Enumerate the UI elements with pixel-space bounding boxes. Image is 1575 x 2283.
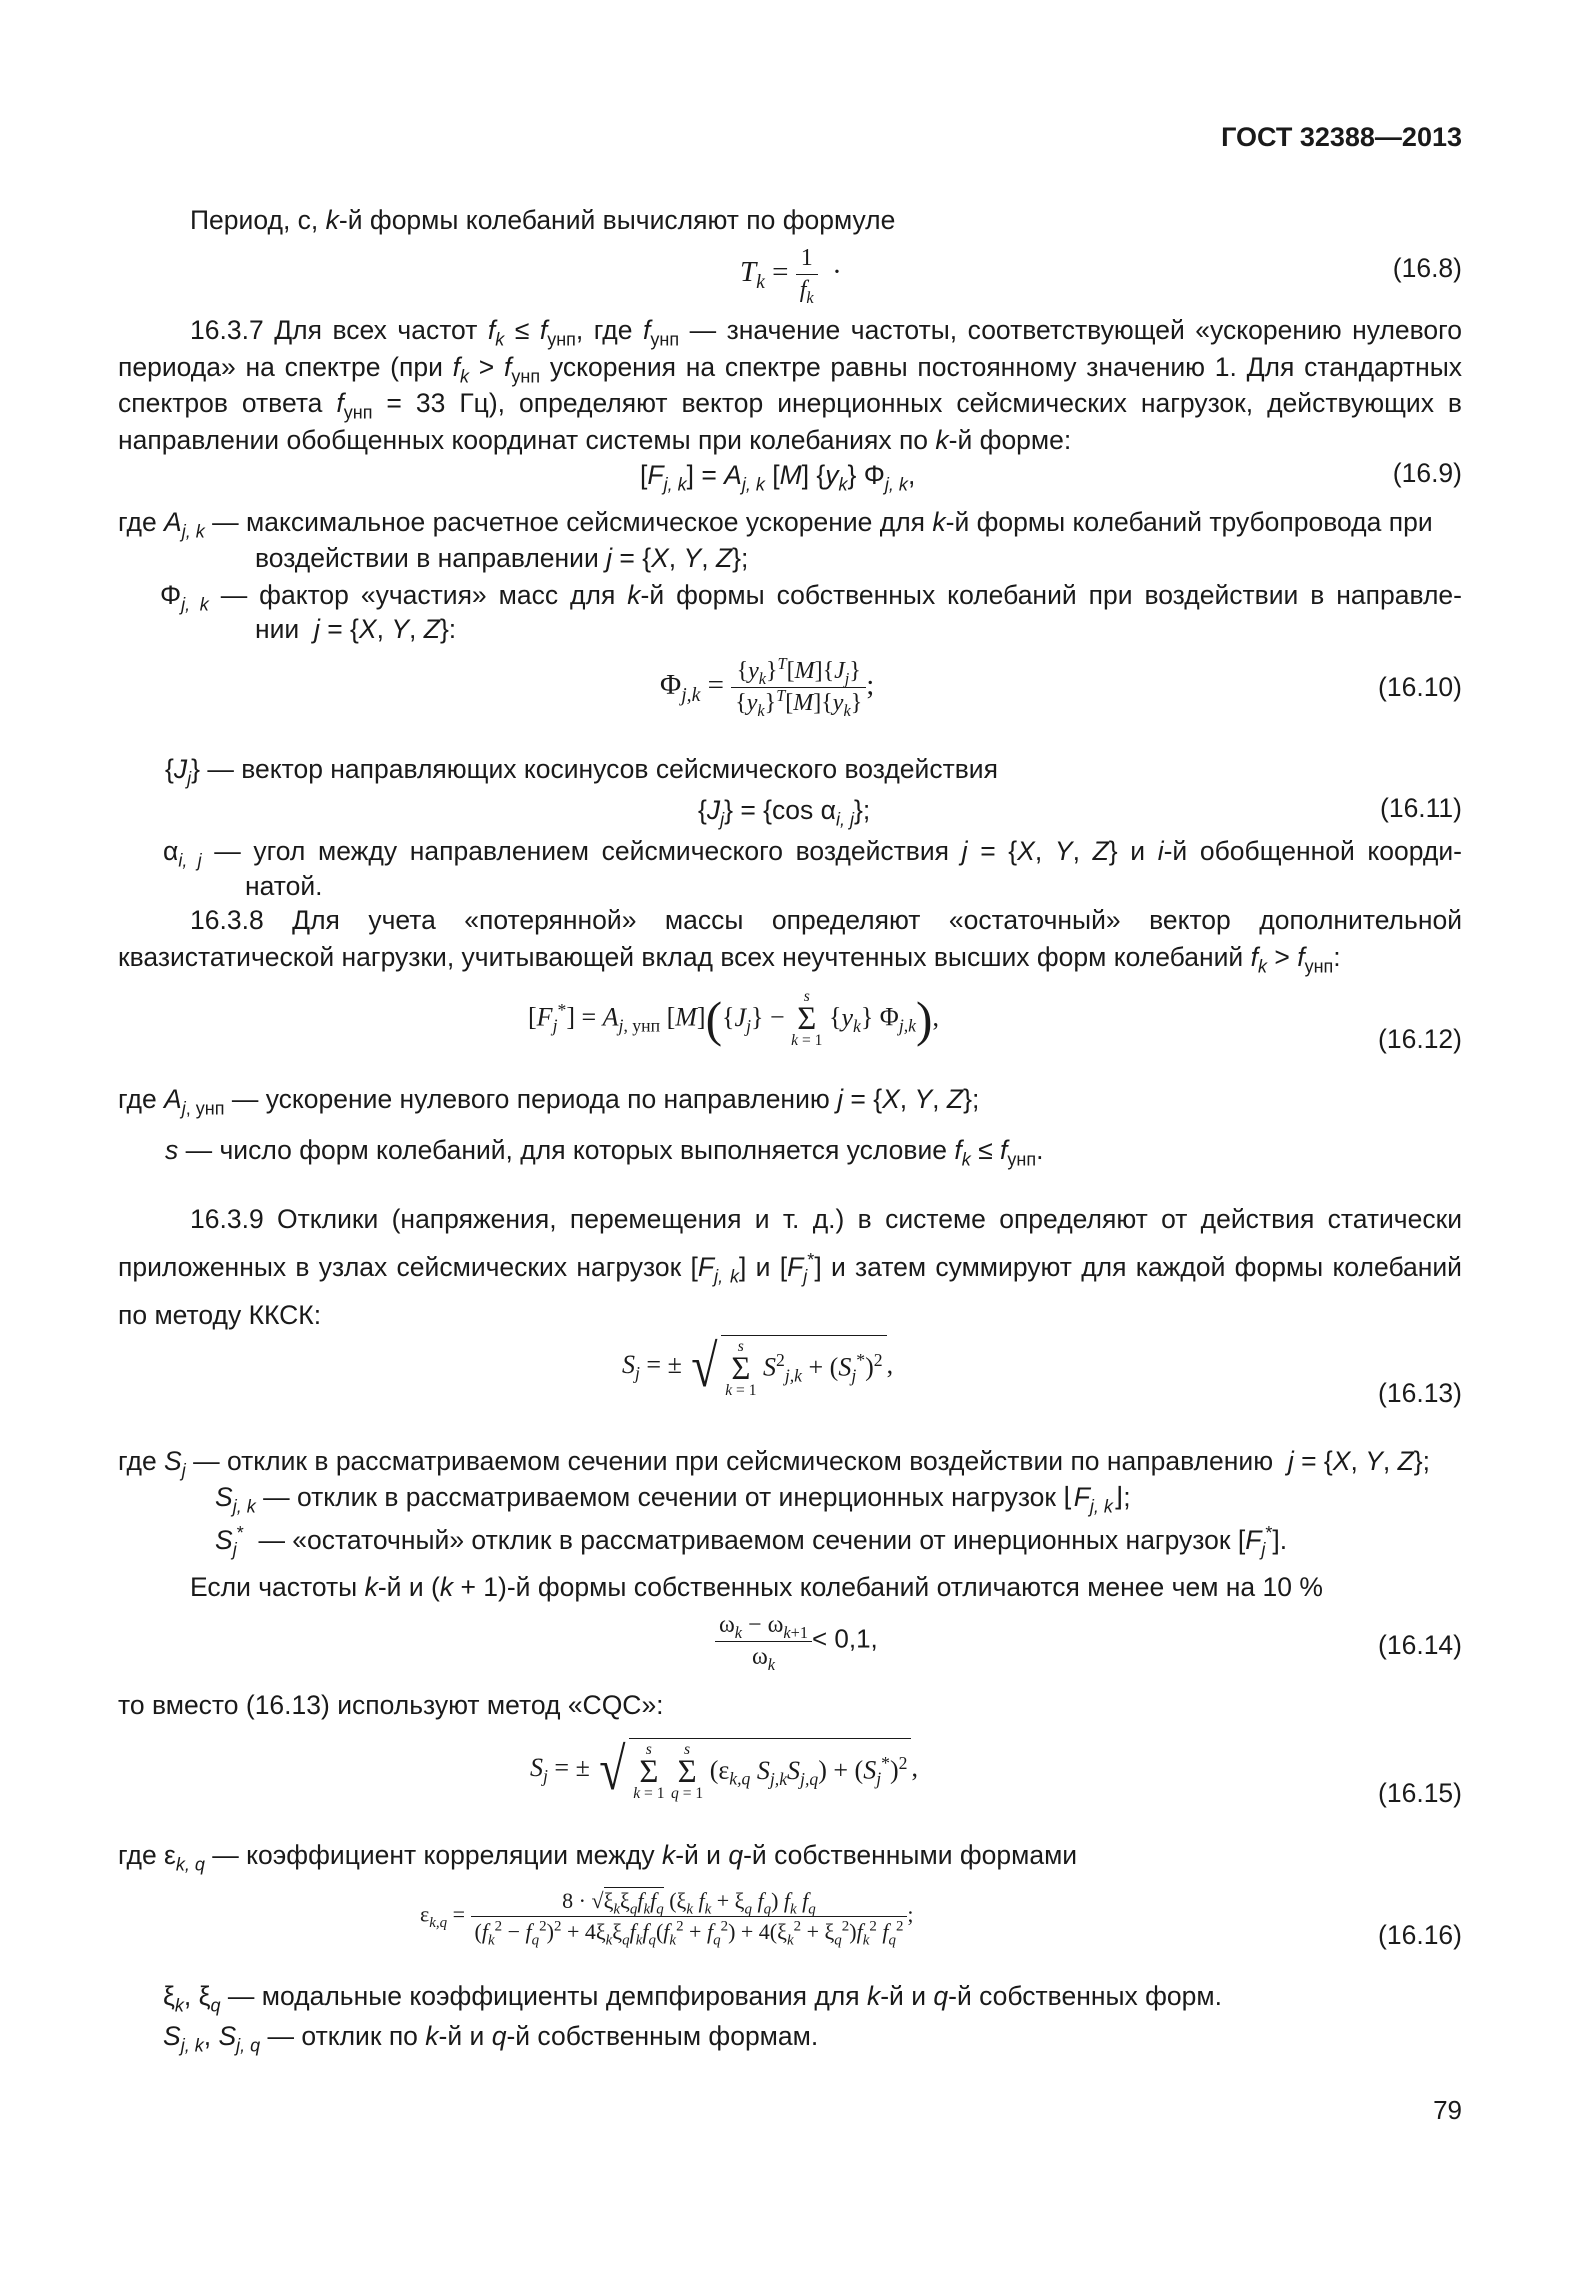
paragraph-16-3-8: 16.3.8 Для учета «потерянной» массы определяют «остаточный» вектор дополнительной квазистатической нагрузки, учитывающей вклад всех неучтенных высших форм колебаний $f_k > f_{унп}$: xyxy=(118,905,1462,976)
definition-A-jk: где $A_{j, k}$ — максимальное расчетное сейсмическое ускорение для k-й формы колебаний трубопровода при xyxy=(118,507,1433,542)
definition-Sj: где $S_j$ — отклик в рассматриваемом сечении при сейсмическом воздействии по направлению j = {X, Y, Z}; xyxy=(118,1446,1431,1481)
formula-16-16: $\varepsilon_{k,q}$ = $8 \cdot √\xi_k\xi_qf_kf_q$ ($\xi_k$ $f_k + \xi_q$ $f_q$) $f_k$ $f_q$ $(f_k^2 - f_q^2)^2 + 4\xi_k\xi_qf_kf_q(f_k^2 + f_q^2) + 4(\xi_k^2 + \xi_q^2)f_k^2$ $f_q^2$ ; xyxy=(420,1888,914,1949)
eq-number-16-9: (16.9) xyxy=(1392,458,1462,488)
eq-number-16-8: (16.8) xyxy=(1392,253,1462,283)
formula-16-15: $S_j$ = ± √ s Σ k = 1 s Σ q = 1 ($\varepsilon_{k,q}$ $S_{j,k}S_{j,q}) + (S_j^*)^2$ , xyxy=(530,1736,918,1803)
formula-16-10: $\Phi_{j,k}$ = $\frac{\{y_k\}^T[M]\{J_j\}}{\{y_k\}^T[M]\{y_k\}}$ ; xyxy=(660,654,875,720)
eq-number-16-16: (16.16) xyxy=(1378,1920,1462,1950)
definition-A-j-unp: где $A_{j, унп}$ — ускорение нулевого периода по направлению j = {X, Y, Z}; xyxy=(118,1084,980,1119)
definition-s: s — число форм колебаний, для которых выполняется условие $f_k \le f_{унп}$. xyxy=(165,1135,1044,1170)
eq-number-16-13: (16.13) xyxy=(1378,1378,1462,1408)
formula-16-8: $T_k$ = $\frac{1}{f_k}$ · xyxy=(740,245,842,307)
paragraph-cqc: то вместо (16.13) используют метод «CQC»: xyxy=(118,1690,664,1720)
definition-Jj: $\{J_j\}$ — вектор направляющих косинусов сейсмического воздействия xyxy=(165,754,998,789)
eq-number-16-12: (16.12) xyxy=(1378,1024,1462,1054)
eq-number-16-10: (16.10) xyxy=(1378,672,1462,702)
standard-header: ГОСТ 32388—2013 xyxy=(1221,122,1462,152)
definition-Sj-star: $S_j^*$ — «остаточный» отклик в рассматриваемом сечении от инерционных нагрузок $[F_j^*]$. xyxy=(215,1523,1288,1560)
formula-16-13: $S_j$ = ± √ s Σ k = 1 $S^2_{j,k} + (S_j^*)^2$ , xyxy=(622,1333,894,1400)
definition-A-jk-cont: воздействии в направлении j = {X, Y, Z}; xyxy=(255,543,749,573)
formula-16-12: $[F_j^*] = A_{j, унп}$ $[M](\{J_j\} - s$ Σ k = 1 $\{y_k\}$ $\Phi_{j,k}$), xyxy=(528,988,939,1050)
definition-xi: $\xi_k$, $\xi_q$ — модальные коэффициенты демпфирования для k-й и q-й собственных форм. xyxy=(163,1981,1222,2016)
eq-number-16-11: (16.11) xyxy=(1380,793,1462,823)
formula-16-11: $\{J_j\} = \{\cos$ $\alpha_{i, j}$}; xyxy=(698,795,871,830)
definition-Sjk: $S_{j, k}$ — отклик в рассматриваемом сечении от инерционных нагрузок $⌊F_{j, k}⌋$; xyxy=(215,1482,1131,1517)
definition-epsilon: где $\varepsilon_{k, q}$ — коэффициент корреляции между k-й и q-й собственными формами xyxy=(118,1840,1078,1875)
page-number: 79 xyxy=(1433,2095,1462,2125)
definition-S-kq: $S_{j, k}$, $S_{j, q}$ — отклик по k-й и q-й собственным формам. xyxy=(163,2021,819,2056)
paragraph-16-3-9: 16.3.9 Отклики (напряжения, перемещения и т. д.) в системе определяют от действия статически приложенных в узлах сейсмических нагрузок $[F_{j, k}]$ и $[F_j^*]$ и затем суммируют для каждой формы колебаний по методу ККСК: xyxy=(118,1204,1462,1330)
eq-number-16-15: (16.15) xyxy=(1378,1778,1462,1808)
definition-Phi-cont: нии j = {X, Y, Z}: xyxy=(255,614,457,644)
paragraph-period: Период, с, k-й формы колебаний вычисляют по формуле xyxy=(190,205,896,235)
paragraph-frequencies: Если частоты k-й и (k + 1)-й формы собственных колебаний отличаются менее чем на 10 % xyxy=(190,1572,1323,1602)
definition-alpha-cont: натой. xyxy=(245,871,323,901)
eq-number-16-14: (16.14) xyxy=(1378,1630,1462,1660)
paragraph-16-3-7: 16.3.7 Для всех частот $f_k \le f_{унп}$, где $f_{унп}$ — значение частоты, соответствующей «ускорению нулевого периода» на спектре (при $f_k > f_{унп}$ ускорения на спектре равны постоянному значению 1. Для стандартных спектров ответа $f_{унп} = 33$ Гц), определяют вектор инерционных сейсмических нагрузок, действующих в направлении обобщенных координат системы при колебаниях по k-й форме: xyxy=(118,315,1462,455)
formula-16-14: $\frac{\omega_k - \omega_{k+1}}{\omega_k}$ < 0,1, xyxy=(715,1612,878,1671)
formula-16-9: $[F_{j, k}] = A_{j, k}$ [M] $\{y_k\}$ $\Phi_{j, k}$, xyxy=(640,460,916,495)
definition-Phi: $\Phi_{j, k}$ — фактор «участия» масс для k-й формы собственных колебаний при воздействии в направле- xyxy=(160,580,1462,615)
definition-alpha: $\alpha_{i, j}$ — угол между направлением сейсмического воздействия j = {X, Y, Z} и i-й обобщенной коорди- xyxy=(163,836,1462,871)
